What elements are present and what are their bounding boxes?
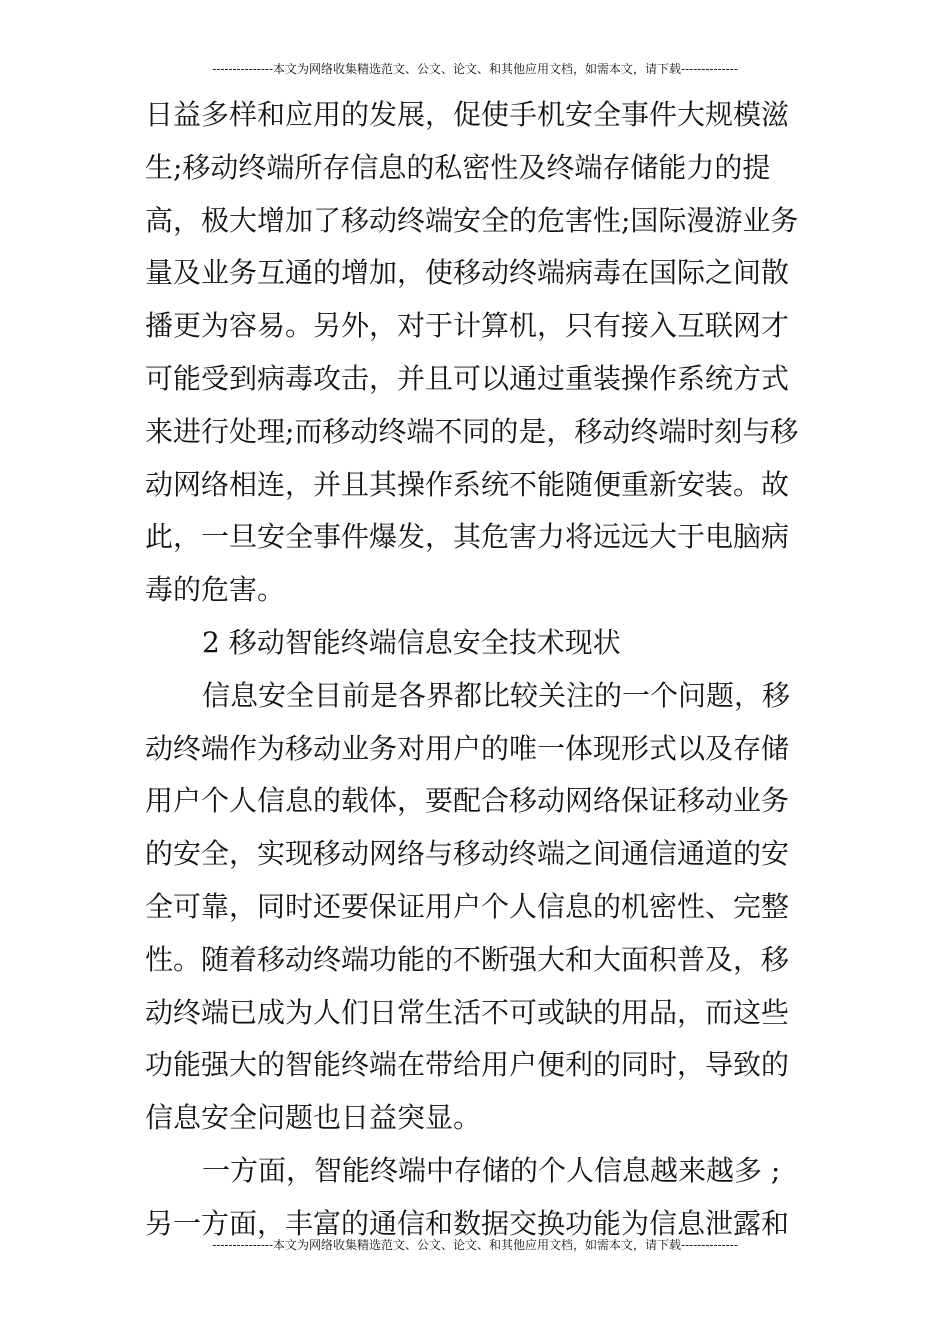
body-text-line: 动网络相连，并且其操作系统不能随便重新安装。故: [145, 468, 790, 501]
body-text-line: 全可靠，同时还要保证用户个人信息的机密性、完整: [145, 890, 790, 923]
body-text-line: 的安全，实现移动网络与移动终端之间通信通道的安: [145, 837, 790, 870]
body-text-line: 性。随着移动终端功能的不断强大和大面积普及，移: [145, 943, 790, 976]
body-text-line: 功能强大的智能终端在带给用户便利的同时，导致的: [145, 1048, 790, 1081]
body-text-line: 此，一旦安全事件爆发，其危害力将远远大于电脑病: [145, 520, 790, 553]
body-text-line: 生;移动终端所存信息的私密性及终端存储能力的提: [145, 151, 771, 184]
body-text-line: 量及业务互通的增加，使移动终端病毒在国际之间散: [145, 256, 790, 289]
paragraph-first-line: 信息安全目前是各界都比较关注的一个问题，移: [202, 679, 791, 712]
body-text-line: 日益多样和应用的发展，促使手机安全事件大规模滋: [145, 98, 790, 131]
body-text-line: 高，极大增加了移动终端安全的危害性;国际漫游业务: [145, 204, 799, 237]
page-header-notice: ---------------本文为网络收集精选范文、公文、论文、和其他应用文档，如需本文，请下载--------------: [212, 62, 738, 76]
body-text-line: 用户个人信息的载体，要配合移动网络保证移动业务: [145, 784, 790, 817]
body-text-line: 另一方面，丰富的通信和数据交换功能为信息泄露和: [145, 1207, 790, 1240]
body-text-line: 动终端作为移动业务对用户的唯一体现形式以及存储: [145, 732, 790, 765]
body-text-line: 毒的危害。: [145, 573, 286, 606]
body-text-line: 播更为容易。另外，对于计算机，只有接入互联网才: [145, 309, 790, 342]
page-footer-notice: ---------------本文为网络收集精选范文、公文、论文、和其他应用文档，如需本文，请下载--------------: [212, 1238, 738, 1252]
body-text-line: 信息安全问题也日益突显。: [145, 1101, 482, 1134]
section-heading: 2 移动智能终端信息安全技术现状: [202, 626, 621, 659]
paragraph-first-line: 一方面，智能终端中存储的个人信息越来越多 ;: [202, 1154, 781, 1187]
body-text-line: 动终端已成为人们日常生活不可或缺的用品，而这些: [145, 996, 790, 1029]
body-text-line: 来进行处理;而移动终端不同的是，移动终端时刻与移: [145, 415, 799, 448]
body-text-line: 可能受到病毒攻击，并且可以通过重装操作系统方式: [145, 362, 790, 395]
